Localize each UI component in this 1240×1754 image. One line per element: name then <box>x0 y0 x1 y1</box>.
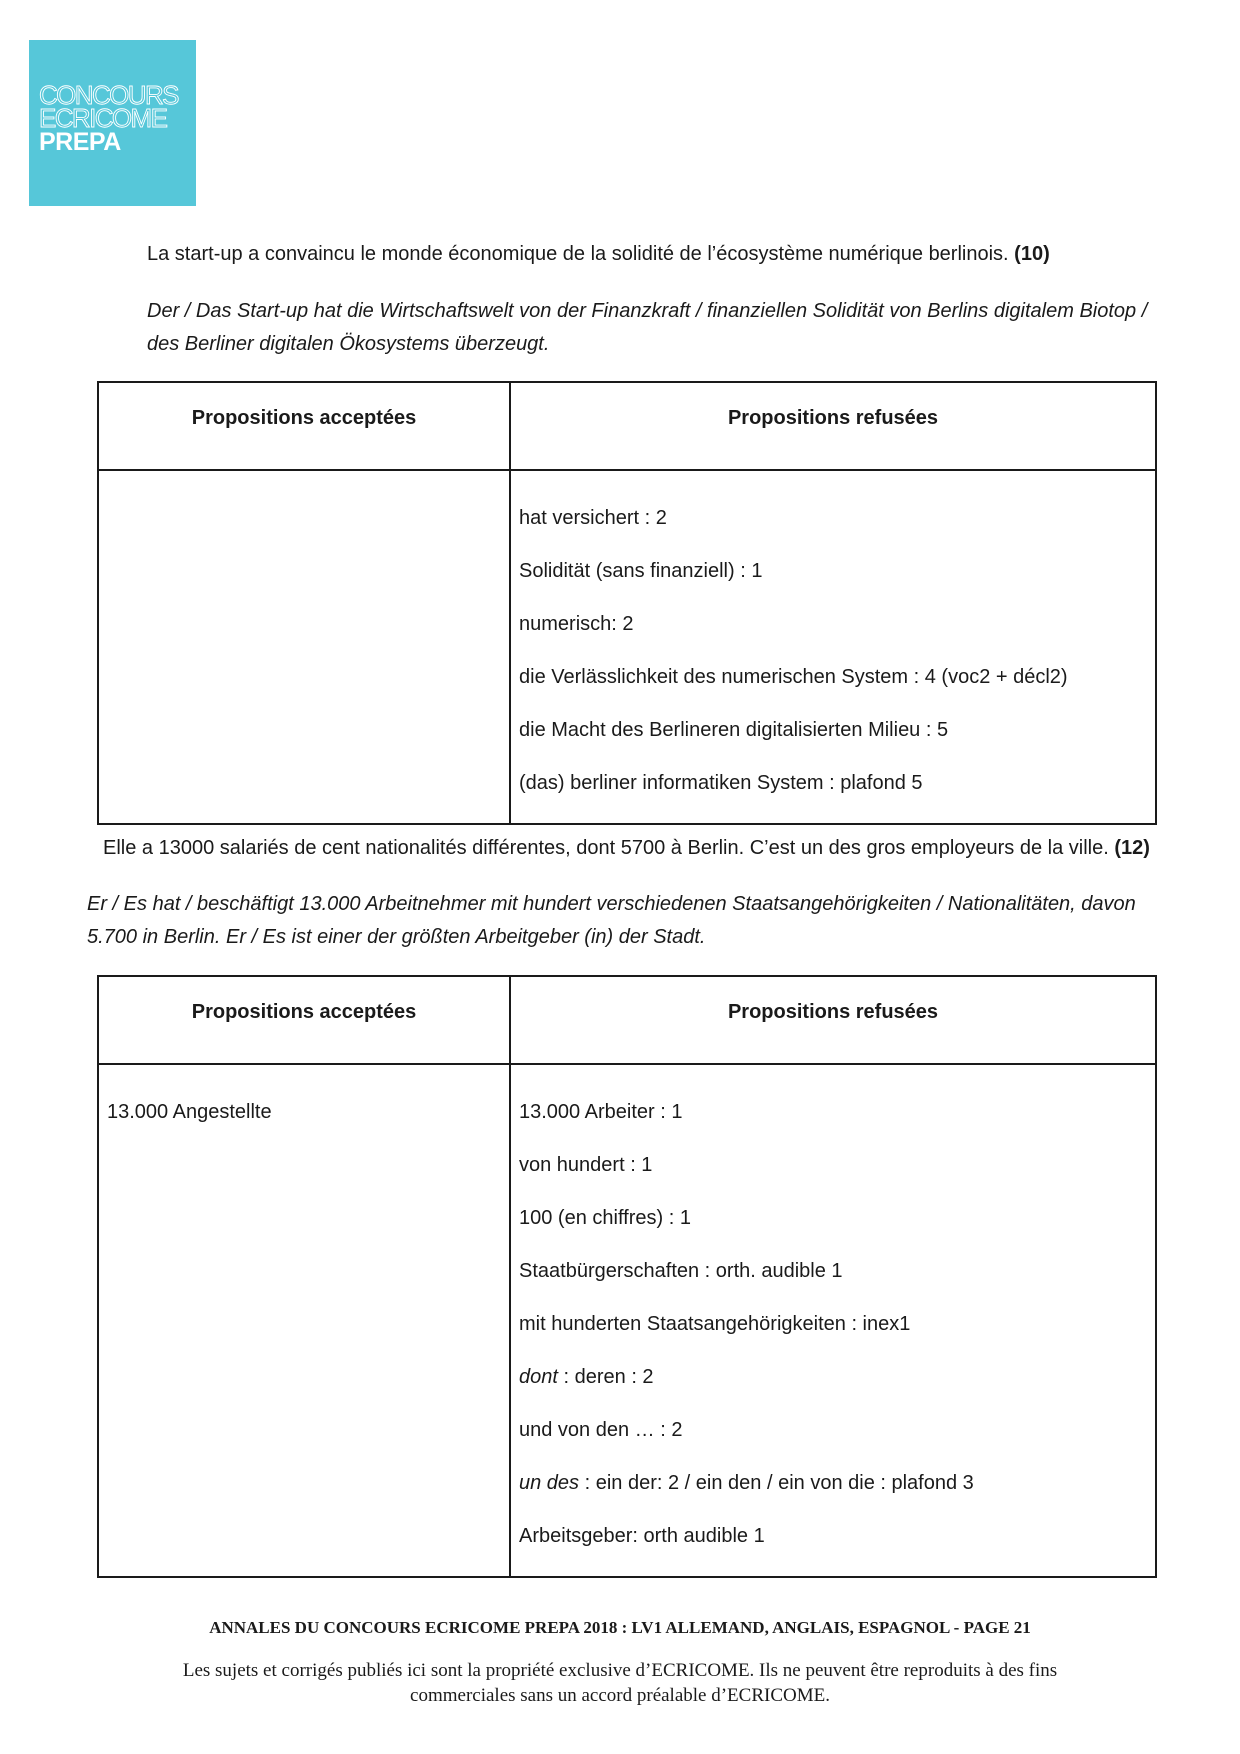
logo-line-3: PREPA <box>39 128 121 156</box>
translation-1: Der / Das Start-up hat die Wirtschaftswelt von der Finanzkraft / finanziellen Solidität von Berlins digitalem Biotop / des Berliner digitalen Ökosystems überzeugt. <box>147 300 1148 355</box>
grading-table-2 <box>97 975 1157 1578</box>
footer-copyright-note: Les sujets et corrigés publiés ici sont la propriété exclusive d’ECRICOME. Ils ne peuvent être reproduits à des fins commerciales sans un accord préalable d’ECRICOME. <box>182 1660 1058 1706</box>
refused-item: 100 (en chiffres) : 1 <box>519 1207 691 1229</box>
points-badge: (12) <box>1114 837 1150 859</box>
logo-line-2: ECRICOME <box>39 103 167 133</box>
translation-2: Er / Es hat / beschäftigt 13.000 Arbeitnehmer mit hundert verschiedenen Staatsangehörigkeiten / Nationalitäten, davon 5.700 in Berlin. Er / Es ist einer der größten Arbeitgeber (in) der Stadt. <box>87 893 1136 948</box>
refused-cell <box>510 1064 1156 1577</box>
source-text: Elle a 13000 salariés de cent nationalités différentes, dont 5700 à Berlin. C’est un des gros employeurs de la ville. <box>103 837 1109 859</box>
refused-item: mit hunderten Staatsangehörigkeiten : inex1 <box>519 1313 911 1335</box>
french-term: dont <box>519 1366 558 1388</box>
refused-item: die Macht des Berlineren digitalisierten Milieu : 5 <box>519 719 949 741</box>
source-sentence-1 <box>147 238 1147 271</box>
accepted-cell <box>98 470 510 824</box>
refused-detail: : deren : 2 <box>557 1366 654 1388</box>
refused-item <box>519 1364 1147 1390</box>
refused-item: 13.000 Arbeiter : 1 <box>519 1101 683 1123</box>
header-refused: Propositions refusées <box>510 382 1156 470</box>
logo-line-1: CONCOURS <box>39 80 178 110</box>
grading-table-1 <box>97 381 1157 825</box>
french-term: un des <box>519 1472 580 1494</box>
header-refused: Propositions refusées <box>510 976 1156 1064</box>
refused-item: numerisch: 2 <box>519 613 634 635</box>
source-sentence-2 <box>103 832 1183 865</box>
header-accepted: Propositions acceptées <box>98 976 510 1064</box>
refused-item: die Verlässlichkeit des numerischen System : 4 (voc2 + décl2) <box>519 666 1068 688</box>
refused-item: Solidität (sans finanziell) : 1 <box>519 560 763 582</box>
refused-item: Arbeitsgeber: orth audible 1 <box>519 1525 765 1547</box>
refused-item: Staatbürgerschaften : orth. audible 1 <box>519 1260 843 1282</box>
header-accepted: Propositions acceptées <box>98 382 510 470</box>
refused-item: und von den … : 2 <box>519 1419 683 1441</box>
refused-detail: : ein der: 2 / ein den / ein von die : plafond 3 <box>579 1472 974 1494</box>
ecricome-logo <box>29 40 196 206</box>
accepted-item: 13.000 Angestellte <box>107 1101 272 1123</box>
refused-item <box>519 1470 1147 1496</box>
refused-item: (das) berliner informatiken System : plafond 5 <box>519 772 923 794</box>
refused-cell <box>510 470 1156 824</box>
accepted-cell <box>98 1064 510 1577</box>
source-text: La start-up a convaincu le monde économique de la solidité de l’écosystème numérique berlinois. <box>147 243 1009 265</box>
refused-item: von hundert : 1 <box>519 1154 653 1176</box>
refused-item: hat versichert : 2 <box>519 507 667 529</box>
points-badge: (10) <box>1014 243 1050 265</box>
footer-title: ANNALES DU CONCOURS ECRICOME PREPA 2018 : LV1 ALLEMAND, ANGLAIS, ESPAGNOL - PAGE 21 <box>209 1618 1031 1637</box>
